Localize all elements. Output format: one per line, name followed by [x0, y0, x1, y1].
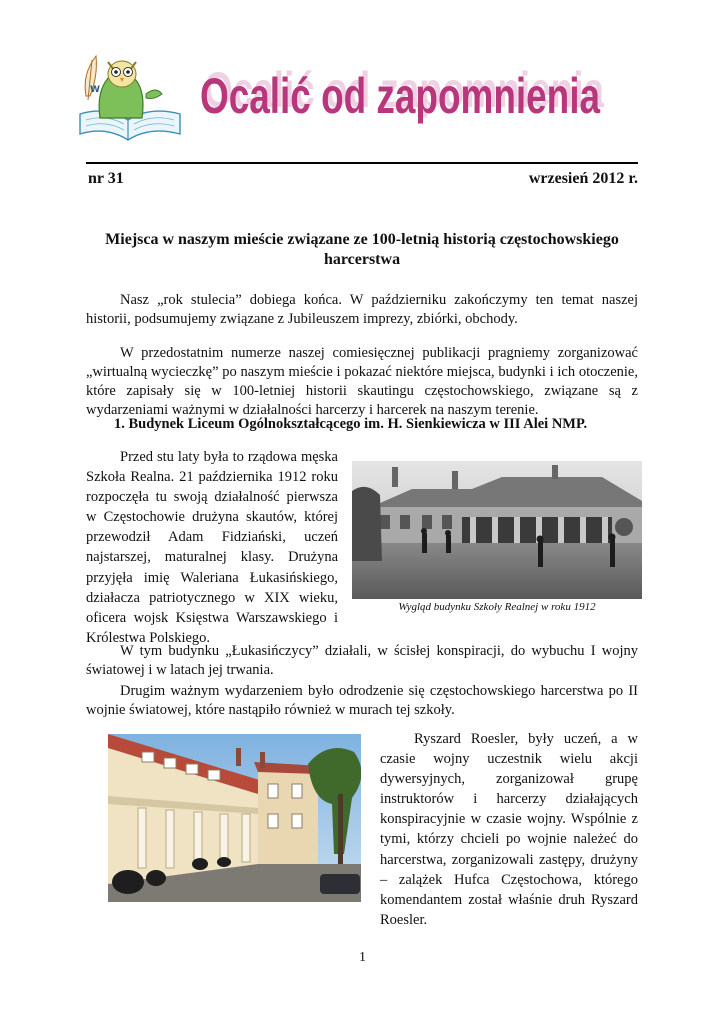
page-number: 1 — [359, 950, 366, 965]
article-title: Miejsca w naszym mieście związane ze 100-letnią historią częstochowskiego harcerstwa — [105, 231, 619, 268]
photo-caption: Wygląd budynku Szkoły Realnej w roku 1912 — [398, 601, 596, 613]
paragraph-lukasinczycy: W tym budynku „Łukasińczycy” działali, w ścisłej konspiracji, do wybuchu I wojny światowej i w latach jej trwania. — [86, 643, 638, 678]
paragraph-virtual-tour: W przedostatnim numerze naszej comiesięcznej publikacji pragniemy zorganizować „wirtualną wycieczkę” po naszym mieście i pokazać niektóre miejsca, budynki i ich otoczenie, które zapisały się w 100-letniej historii skautingu częstochowskiego, związane są z wydarzeniami ważnymi w działalności harcerzy i harcerek na naszym terenie. — [86, 345, 638, 418]
issue-number: nr 31 — [88, 170, 124, 187]
paragraph-revival: Drugim ważnym wydarzeniem było odrodzenie się częstochowskiego harcerstwa po II wojnie światowej, które nastąpiło również w murach tej szkoły. — [86, 683, 638, 718]
svg-text:Ocalić od zapomnienia: Ocalić od zapomnienia — [204, 62, 605, 118]
paragraph-intro: Nasz „rok stulecia” dobiega końca. W październiku zakończymy ten temat naszej historii, podsumujemy związane z Jubileuszem imprezy, zbiórki, obchody. — [86, 292, 638, 327]
header-rule — [86, 162, 638, 164]
paragraph-roesler: Ryszard Roesler, były uczeń, a w czasie wojny uczestnik wielu akcji dywersyjnych, zorganizował grupę instruktorów i harcerzy działających konspiracyjnie w czasie wojny. Wspólnie z tymi, którzy chcieli po wojnie należeć do harcerstwa, zorganizowali zastępy, drużyny – zalążek Hufca Częstochowa, którego komendantem został właśnie druh Ryszard Roesler. — [380, 731, 638, 928]
masthead-title — [192, 53, 612, 138]
issue-date: wrzesień 2012 r. — [528, 170, 638, 187]
historic-school-photo — [352, 461, 642, 599]
svg-text:W: W — [90, 85, 100, 95]
svg-text:Ocalić od zapomnienia: Ocalić od zapomnienia — [200, 68, 601, 124]
paragraph-school-history: Przed stu laty była to rządowa męska Szkoła Realna. 21 października 1912 roku rozpoczęła tu swoją działalność pierwsza w Częstochowie drużyna skautów, której przewodził Adam Fidziański, uczeń najstarszej, maturalnej klasy. Drużyna przyjęła imię Waleriana Łukasińskiego, działacza patriotycznego w XIX wieku, oficera wojsk Księstwa Warszawskiego i Królestwa Polskiego. — [86, 449, 338, 646]
owl-book-logo — [76, 50, 184, 142]
modern-school-photo — [108, 734, 361, 902]
section-heading: 1. Budynek Liceum Ogólnokształcącego im. H. Sienkiewicza w III Alei NMP. — [114, 416, 588, 432]
